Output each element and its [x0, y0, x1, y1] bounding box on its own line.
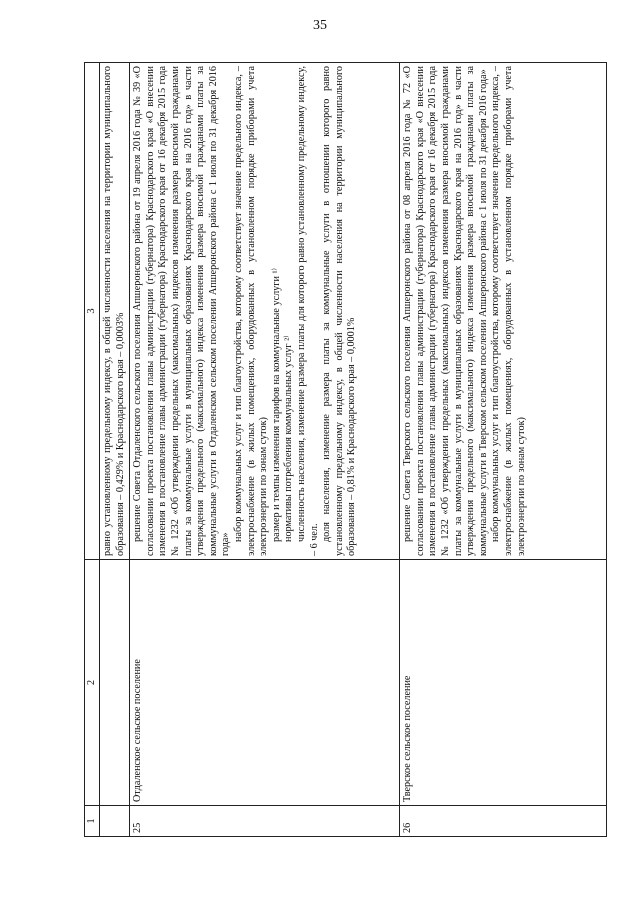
settlement-name-cell: Отдаленское сельское поселение [130, 560, 400, 806]
paragraph: размер и темпы изменения тарифов на коммунальные услуги ¹⁾ [270, 268, 282, 542]
content-cell [130, 63, 400, 560]
paragraph: доля населения, изменение размера платы за коммунальные услуги в отношении которого равно установленному предельному индексу, в общей численности населения на территории муниципального образования – 0,81% и Краснодарского края – 0,0001% [321, 66, 358, 556]
paragraph: численность населения, изменение размера платы для которого равно установленному предельному индексу, – 6 чел. [295, 66, 320, 556]
paragraph: нормативы потребления коммунальных услуг ²⁾ [283, 335, 295, 542]
table-region [84, 62, 607, 837]
index-table [84, 62, 607, 837]
settlement-name-cell: Тверское сельское поселение [400, 560, 607, 806]
header-col-2: 2 [85, 560, 100, 806]
continuation-paragraph: равно установленному предельному индексу, в общей численности населения на территории муниципального образования – 0,429% и Краснодарского края – 0,0003% [102, 66, 126, 556]
content-cell [400, 63, 607, 560]
paragraph: набор коммунальных услуг и тип благоустройства, которому соответствует значение предельного индекса, – электроснабжение (в жилых помещениях, оборудованных в установленном порядке приборами учета электроэнергии по зонам суток) [232, 66, 270, 556]
rotated-table-container [84, 62, 607, 837]
row-number-cell: 25 [130, 806, 400, 837]
paragraph: набор коммунальных услуг и тип благоустройства, которому соответствует значение предельного индекса, – электроснабжение (в жилых помещениях, оборудованных в установленном порядке приборами учета электроэнергии по зонам суток) [490, 66, 527, 556]
table-row [400, 63, 607, 837]
paragraph: решение Совета Тверского сельского поселения Апшеронского района от 08 апреля 2016 года № 72 «О согласовании проекта постановления главы администрации (губернатора) Краснодарского края «О внесении изменения в постановление главы администрации (губернатора) Краснодарского края от 16 декабря 2015 года № 1232 «Об утверждении предельных (максимальных) индексов изменения размера вносимой гражданами платы за коммунальные услуги в муниципальных образованиях Краснодарского края на 2016 год» в части утверждения предельного (максимального) индекса изменения размера вносимой гражданами платы за коммунальные услуги в Тверском сельском поселении Апшеронского района с 1 июля по 31 декабря 2016 года» [402, 66, 489, 556]
settlement-name-cell [100, 560, 130, 806]
content-cell [100, 63, 130, 560]
header-col-3: 3 [85, 63, 100, 560]
page-number: 35 [313, 18, 327, 33]
table-row [130, 63, 400, 837]
row-number-cell [100, 806, 130, 837]
row-number-cell: 26 [400, 806, 607, 837]
table-header-row [85, 63, 100, 837]
header-col-1: 1 [85, 806, 100, 837]
paragraph: решение Совета Отдаленского сельского поселения Апшеронского района от 19 апреля 2016 года № 39 «О согласовании проекта постановления главы администрации (губернатора) Краснодарского края «О внесении изменения в постановление главы администрации (губернатора) Краснодарского края от 16 декабря 2015 года № 1232 «Об утверждении предельных (максимальных) индексов изменения размера вносимой гражданами платы за коммунальные услуги в муниципальных образованиях Краснодарского края на 2016 год» в части утверждения предельного (максимального) индекса изменения размера вносимой гражданами платы за коммунальные услуги в Отдаленском сельском поселении Апшеронского района с 1 июля по 31 декабря 2016 года» [132, 66, 232, 556]
table-row [100, 63, 130, 837]
